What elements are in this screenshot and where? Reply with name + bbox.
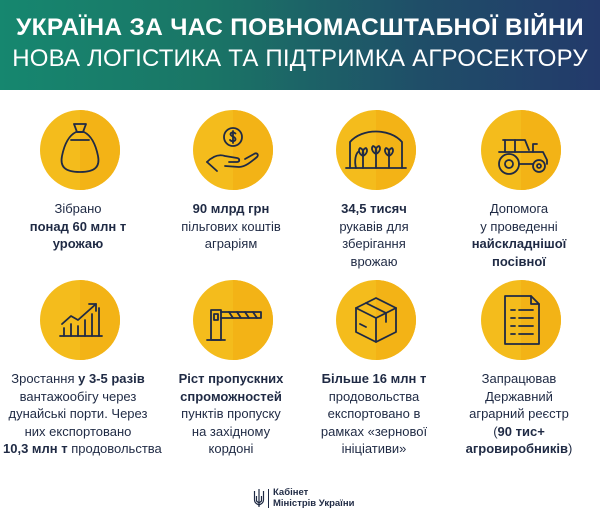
caption-line: ( (493, 423, 498, 439)
caption-highlight: у 3-5 разів (78, 371, 145, 386)
caption-line: дунайські порти. Через (8, 406, 148, 421)
footer-divider (268, 489, 269, 508)
caption-highlight: урожаю (52, 236, 104, 251)
caption-line: кордоні (208, 441, 254, 456)
caption-line: Запрацював (481, 371, 557, 386)
caption-line: Державний (485, 388, 553, 404)
cargo-box-icon (336, 280, 416, 360)
caption-line: них експортовано (24, 423, 132, 439)
icon-circle (481, 110, 561, 190)
money-hand-icon (193, 110, 273, 190)
stat-tile-registry (444, 280, 594, 465)
stat-tile-grain-initiative (299, 280, 449, 465)
icon-circle (193, 110, 273, 190)
caption-highlight: понад 60 млн т (29, 218, 127, 234)
icon-circle (193, 280, 273, 360)
caption-highlight: Ріст пропускних (178, 371, 284, 386)
page-subtitle: НОВА ЛОГІСТИКА ТА ПІДТРИМКА АГРОСЕКТОРУ (12, 45, 588, 72)
icon-circle (40, 110, 120, 190)
stat-tile-ports (3, 280, 162, 465)
stat-tile-credits (156, 110, 306, 295)
footer-org-line2: Міністрів України (273, 498, 355, 509)
caption-line: ініціативи» (341, 441, 407, 456)
caption-line: Зростання (11, 371, 79, 386)
caption-highlight: 90 млрд грн (192, 201, 270, 216)
caption-line: аграрний реєстр (469, 406, 569, 421)
caption-line: аграріям (204, 236, 258, 251)
tractor-icon (481, 110, 561, 190)
caption-line: пунктів пропуску (181, 406, 281, 421)
icon-circle (481, 280, 561, 360)
caption-line: продовольства (67, 441, 162, 456)
caption-line: рамках «зернової (320, 423, 428, 439)
footer-org-line1: Кабінет (273, 487, 309, 498)
caption-line: вантажообігу через (19, 388, 137, 404)
caption-line: ) (568, 441, 573, 456)
caption-line: врожаю (350, 253, 398, 269)
caption-highlight: спроможностей (180, 388, 282, 404)
caption-highlight: найскладнішої (471, 236, 567, 251)
icon-circle (336, 110, 416, 190)
stat-tile-harvest (3, 110, 153, 295)
caption-highlight: 90 тис+ (497, 423, 545, 439)
caption-line: зберігання (342, 236, 406, 251)
growth-chart-icon (40, 280, 120, 360)
grain-sack-icon (40, 110, 120, 190)
caption-line: у проведенні (480, 218, 558, 234)
caption-line: пільгових коштів (181, 218, 281, 234)
caption-highlight: 34,5 тисяч (341, 201, 407, 216)
stat-tile-sowing (444, 110, 594, 295)
caption-line: Допомога (489, 201, 549, 216)
icon-circle (336, 280, 416, 360)
footer-logo (253, 488, 393, 514)
caption-line: продовольства (328, 388, 420, 404)
registry-document-icon (481, 280, 561, 360)
caption-highlight: посівної (492, 253, 546, 269)
caption-highlight: Більше 16 млн т (321, 371, 427, 386)
stat-tile-storage (299, 110, 449, 295)
caption-highlight: 10,3 млн т (3, 441, 68, 456)
trident-icon (253, 488, 265, 508)
caption-line: експортовано в (327, 406, 421, 421)
page-title: УКРАЇНА ЗА ЧАС ПОВНОМАСШТАБНОЇ ВІЙНИ (16, 14, 584, 41)
caption-line: Зібрано (54, 201, 102, 216)
barrier-gate-icon (193, 280, 273, 360)
stat-tile-border (156, 280, 306, 465)
header-banner (0, 0, 600, 90)
caption-highlight: агровиробників (465, 441, 569, 456)
greenhouse-icon (336, 110, 416, 190)
icon-circle (40, 280, 120, 360)
caption-line: на західному (191, 423, 271, 439)
caption-line: рукавів для (339, 218, 409, 234)
